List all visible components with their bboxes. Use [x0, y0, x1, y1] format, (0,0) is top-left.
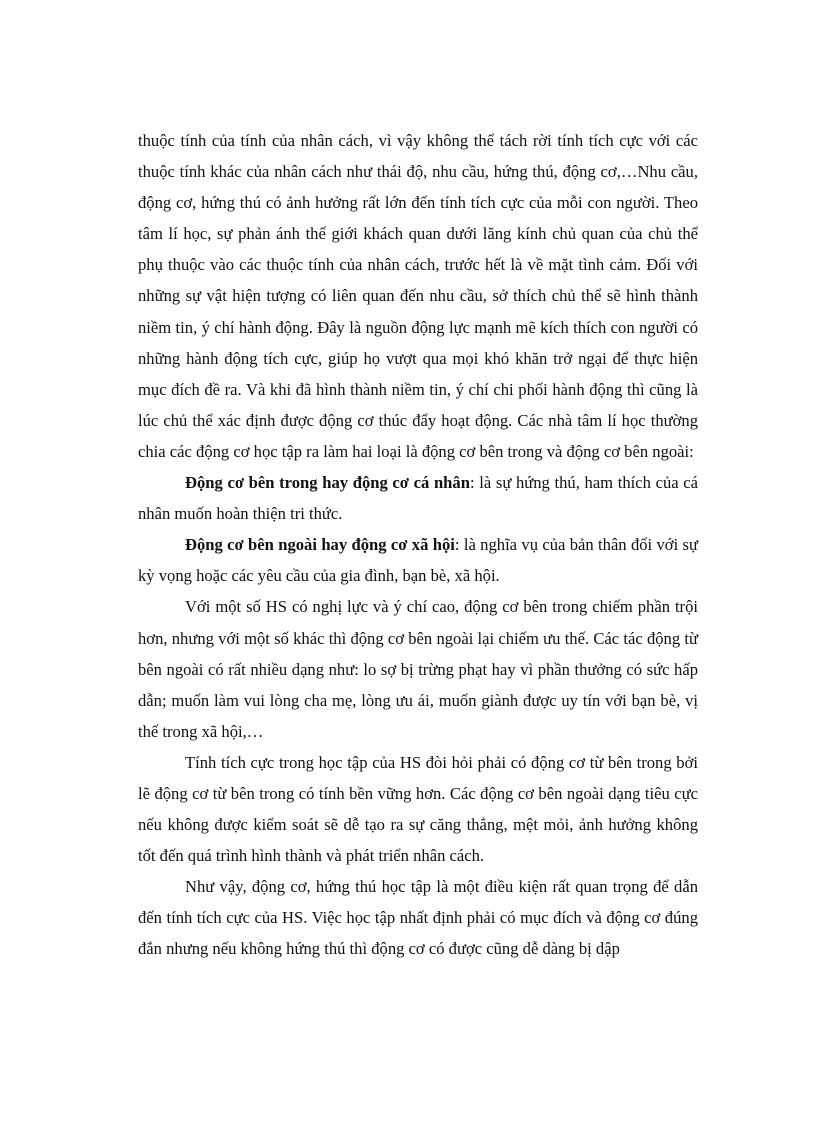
paragraph-continuation: thuộc tính của tính của nhân cách, vì vậy không thể tách rời tính tích cực với các thuộc tính khác của nhân cách như thái độ, nhu cầu, hứng thú, động cơ,…Nhu cầu, động cơ, hứng thú có ảnh hưởng rất lớn đến tính tích cực của mỗi con người. Theo tâm lí học, sự phản ánh thế giới khách quan dưới lăng kính chủ quan của chủ thể phụ thuộc vào các thuộc tính của nhân cách, trước hết là về mặt tình cảm. Đối với những sự vật hiện tượng có liên quan đến nhu cầu, sở thích chủ thể sẽ hình thành niềm tin, ý chí hành động. Đây là nguồn động lực mạnh mẽ kích thích con người có những hành động tích cực, giúp họ vượt qua mọi khó khăn trở ngại để thực hiện mục đích đề ra. Và khi đã hình thành niềm tin, ý chí chi phối hành động thì cũng là lúc chủ thể xác định được động cơ thúc đẩy hoạt động. Các nhà tâm lí học thường chia các động cơ học tập ra làm hai loại là động cơ bên trong và động cơ bên ngoài:: [138, 131, 698, 461]
paragraph-internal-motivation: [138, 467, 698, 529]
paragraph-external-motivation: [138, 529, 698, 591]
definition-internal-motivation: : là sự hứng thú, ham thích của cá nhân muốn hoàn thiện tri thức.: [138, 473, 699, 524]
term-internal-motivation: Động cơ bên trong hay động cơ cá nhân: [185, 473, 470, 493]
term-external-motivation: Động cơ bên ngoài hay động cơ xã hội: [185, 535, 455, 555]
paragraph-learning-activity: Tính tích cực trong học tập của HS đòi hỏi phải có động cơ từ bên trong bởi lẽ động cơ từ bên trong có tính bền vững hơn. Các động cơ bên ngoài dạng tiêu cực nếu không được kiểm soát sẽ dễ tạo ra sự căng thẳng, mệt mỏi, ảnh hưởng không tốt đến quá trình hình thành và phát triển nhân cách.: [138, 752, 698, 866]
paragraph-motivation-comparison: Với một số HS có nghị lực và ý chí cao, động cơ bên trong chiếm phần trội hơn, nhưng với một số khác thì động cơ bên ngoài lại chiếm ưu thế. Các tác động từ bên ngoài có rất nhiều dạng như: lo sợ bị trừng phạt hay vì phần thưởng có sức hấp dẫn; muốn làm vui lòng cha mẹ, lòng ưu ái, muốn giành được uy tín với bạn bè, vị thế trong xã hội,…: [138, 597, 698, 741]
document-page: [138, 125, 698, 965]
paragraph-conclusion: Như vậy, động cơ, hứng thú học tập là một điều kiện rất quan trọng để dẫn đến tính tích cực của HS. Việc học tập nhất định phải có mục đích và động cơ đúng đắn nhưng nếu không hứng thú thì động cơ có được cũng dễ dàng bị dập: [138, 877, 698, 959]
definition-external-motivation: : là nghĩa vụ của bản thân đối với sự kỳ vọng hoặc các yêu cầu của gia đình, bạn bè, xã hội.: [138, 535, 698, 586]
